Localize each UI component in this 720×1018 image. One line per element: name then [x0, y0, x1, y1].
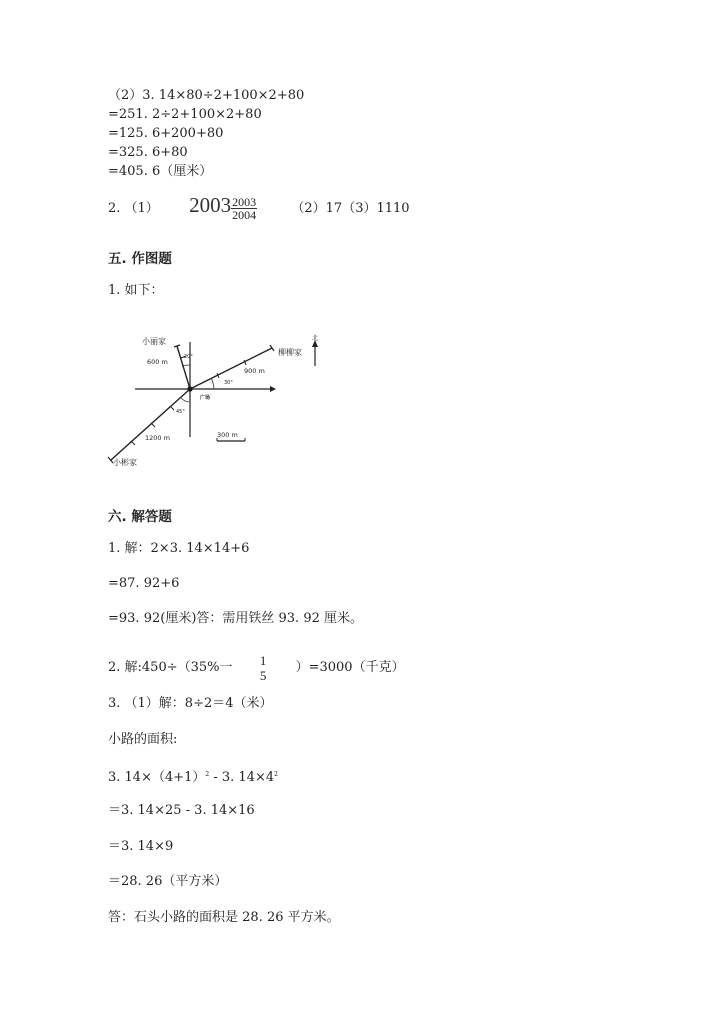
superscript: 2: [205, 771, 210, 778]
fraction-numerator: 1: [259, 652, 267, 668]
label-liuliu: 柳柳家: [278, 348, 302, 357]
superscript: 2: [274, 771, 278, 778]
label-xiaobin: 小彬家: [113, 458, 137, 467]
fraction-denominator: 5: [259, 667, 267, 683]
xiaobin-route: [111, 389, 190, 460]
answer-q2-prefix: 2. （1）: [108, 201, 159, 216]
label-plaza: 广场: [200, 395, 211, 401]
solution-q3-line3: [108, 767, 278, 786]
formula-part-b: - 3. 14×4: [213, 770, 275, 785]
calc-line-2: =251. 2÷2+100×2+80: [108, 107, 262, 122]
solution-q3-answer: 答：石头小路的面积是 28. 26 平方米。: [108, 910, 340, 925]
formula-part-a: 3. 14×（4+1）: [108, 770, 206, 785]
fraction-numerator: 2003: [232, 195, 257, 209]
direction-map-diagram: [100, 320, 340, 475]
solution-q3-line4: ＝3. 14×25 - 3. 14×16: [108, 803, 255, 818]
solution-q1-line3: =93. 92(厘米)答：需用铁丝 93. 92 厘米。: [108, 611, 363, 626]
calc-line-1: （2）3. 14×80÷2+100×2+80: [108, 88, 305, 103]
drawing-q1-label: 1. 如下：: [108, 283, 164, 298]
label-north: 北: [312, 335, 319, 342]
solution-q2-suffix: ）=3000（千克）: [295, 660, 405, 675]
axis-arrowhead: [270, 386, 276, 392]
section-heading-solutions: 六. 解答题: [108, 509, 172, 525]
label-angle-45: 45°: [176, 409, 185, 415]
xiaoli-route: [177, 346, 190, 389]
label-scale: 300 m: [217, 431, 238, 439]
label-600m: 600 m: [147, 358, 168, 366]
label-900m: 900 m: [244, 367, 265, 375]
mixed-number-whole: 2003: [189, 193, 232, 217]
solution-q3-line2: 小路的面积:: [108, 732, 178, 747]
solution-q3-line5: ＝3. 14×9: [108, 839, 174, 854]
calc-line-5: =405. 6（厘米）: [108, 164, 213, 179]
fraction-denominator: 2004: [232, 208, 257, 222]
label-angle-30: 30°: [224, 380, 233, 386]
label-1200m: 1200 m: [145, 434, 170, 442]
solution-q3-line6: ＝28. 26（平方米）: [108, 874, 228, 889]
answer-q2-rest: （2）17（3）1110: [291, 201, 410, 216]
mixed-number-fraction: [231, 196, 257, 221]
solution-q2-prefix: 2. 解:450÷（35%一: [108, 660, 233, 675]
label-xiaoli: 小丽家: [142, 337, 166, 346]
calc-line-3: =125. 6+200+80: [108, 126, 224, 141]
answer-q2: [108, 190, 410, 224]
solution-q1-line2: =87. 92+6: [108, 576, 180, 591]
calc-line-4: =325. 6+80: [108, 145, 188, 160]
fraction-one-fifth: [259, 653, 268, 683]
solution-q3-line1: 3. （1）解：8÷2＝4（米）: [108, 696, 273, 711]
solution-q2: [108, 652, 405, 684]
solution-q1-line1: 1. 解：2×3. 14×14+6: [108, 541, 250, 556]
section-heading-drawing: 五. 作图题: [108, 251, 172, 267]
label-angle-20: 20°: [184, 354, 193, 360]
